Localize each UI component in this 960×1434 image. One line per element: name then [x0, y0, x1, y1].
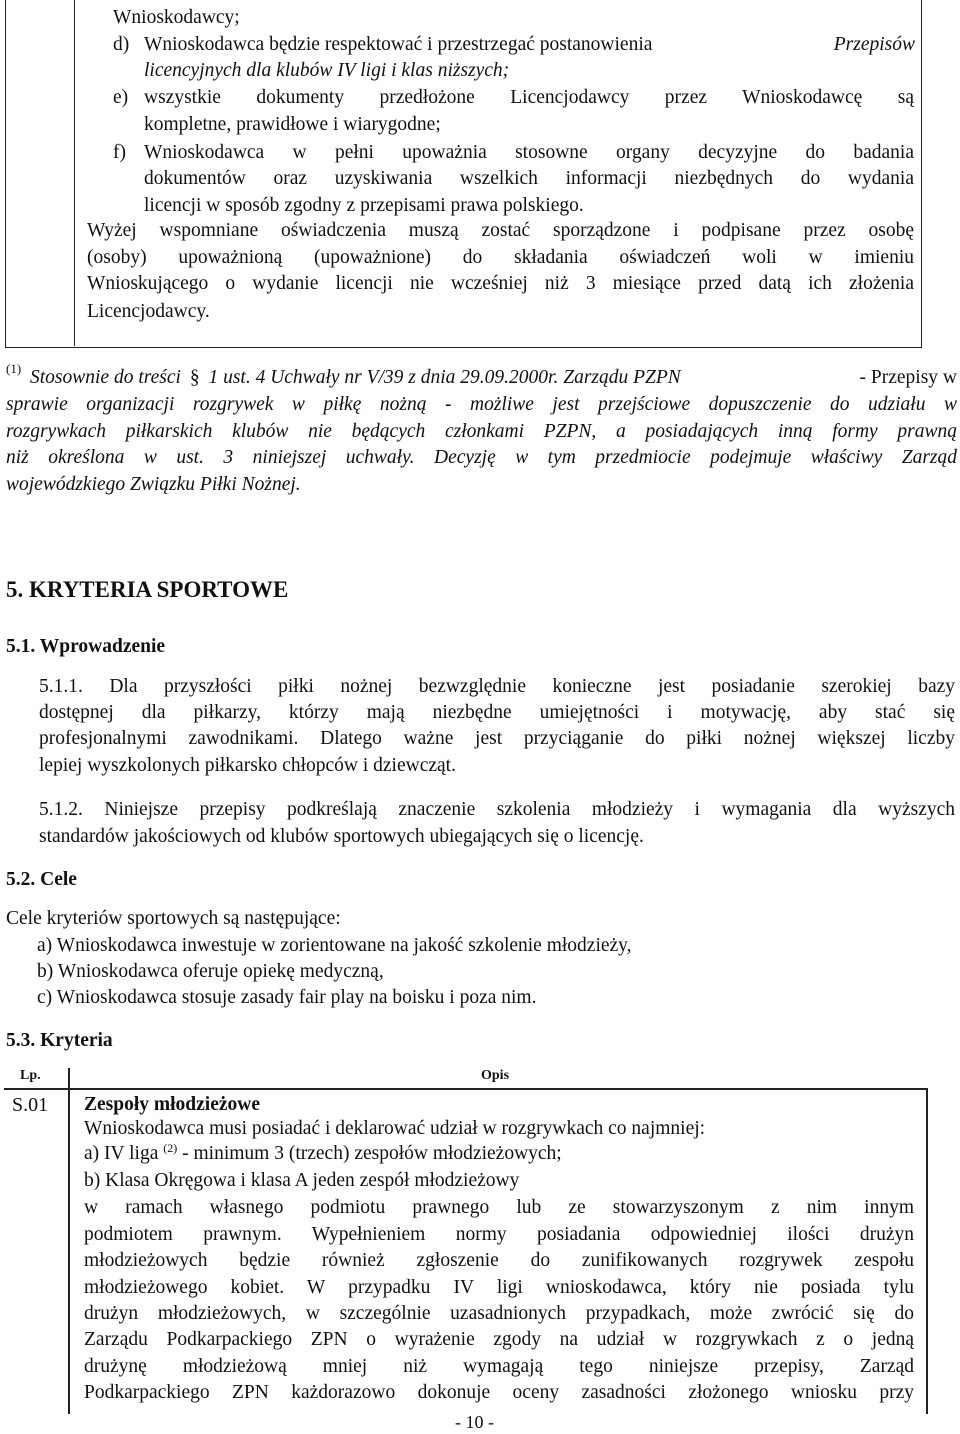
- item-d-text: Wnioskodawca będzie respektować i przestrzegać postanowienia: [144, 34, 653, 55]
- item-f-line-2: dokumentów oraz uzyskiwania wszelkich informacji niezbędnych do wydania: [144, 168, 914, 189]
- table-row-line-2: [84, 1140, 562, 1168]
- item-e-marker: e): [113, 87, 129, 108]
- footnote-marker: (1): [6, 361, 22, 376]
- p-5-1-2-line-1: 5.1.2. Niniejsze przepisy podkreślają znaczenie szkolenia młodzieży i wymagania dla wyższych: [39, 799, 955, 820]
- footnote-line-1: [30, 364, 957, 392]
- footnote-l1-tail: - Przepisy w: [859, 367, 957, 388]
- item-d-line-2: licencyjnych dla klubów IV ligi i klas niższych;: [144, 60, 510, 81]
- item-f-line-3: licencji w sposób zgodny z przepisami prawa polskiego.: [144, 195, 584, 216]
- table-right-border: [926, 1088, 928, 1414]
- cele-item-a: a) Wnioskodawca inwestuje w zorientowane na jakość szkolenie młodzieży,: [37, 935, 632, 956]
- declaration-para-line-1: Wyżej wspomniane oświadczenia muszą zostać sporządzone i podpisane przez osobę: [87, 220, 914, 241]
- table-row-line-4: w ramach własnego podmiotu prawnego lub ze stowarzyszonym z nim innym: [84, 1197, 914, 1218]
- table-header-lp: Lp.: [20, 1068, 41, 1083]
- box-inner-divider: [74, 0, 75, 346]
- table-header-rule: [4, 1088, 928, 1090]
- table-row-line-6: młodzieżowych będzie również zgłoszenie do zunifikowanych rozgrywek zespołu: [84, 1250, 914, 1271]
- p-5-1-2-line-2: standardów jakościowych od klubów sportowych ubiegających się o licencję.: [39, 826, 644, 847]
- table-row-line-9: Zarządu Podkarpackiego ZPN o wyrażenie zgody na udział w rozgrywkach z o jedną: [84, 1329, 914, 1350]
- table-row-line-10: drużynę młodzieżową mniej niż wymagają tego niniejsze przepisy, Zarząd: [84, 1356, 914, 1377]
- footnote-l1-italic: Stosownie do treści: [30, 367, 181, 388]
- table-row-id: S.01: [12, 1094, 49, 1116]
- table-row-line-8: drużyn młodzieżowych, w szczególnie uzasadnionych przypadkach, może zwrócić się do: [84, 1303, 914, 1324]
- box-line-wnioskodawcy: Wnioskodawcy;: [113, 7, 240, 28]
- cele-item-c: c) Wnioskodawca stosuje zasady fair play na boisku i poza nim.: [37, 987, 537, 1008]
- declaration-para-line-4: Licencjodawcy.: [87, 301, 210, 322]
- declaration-para-line-2: (osoby) upoważnioną (upoważnione) do składania oświadczeń woli w imieniu: [87, 247, 914, 268]
- footnote-l1-italic-b: 1 ust. 4 Uchwały nr V/39 z dnia 29.09.2000r. Zarządu PZPN: [208, 367, 681, 388]
- footnote-line-5: wojewódzkiego Związku Piłki Nożnej.: [6, 474, 301, 495]
- table-r2-post: - minimum 3 (trzech) zespołów młodzieżowych;: [182, 1143, 562, 1164]
- declaration-para-line-3: Wnioskującego o wydanie licencji nie wcześniej niż 3 miesiące przed datą ich złożenia: [87, 273, 914, 294]
- table-column-divider: [68, 1068, 70, 1414]
- cele-intro: Cele kryteriów sportowych są następujące:: [6, 908, 341, 929]
- subsection-5-3-heading: 5.3. Kryteria: [6, 1030, 113, 1051]
- section-sign-icon: §: [189, 367, 200, 388]
- p-5-1-1-line-1: 5.1.1. Dla przyszłości piłki nożnej bezwzględnie konieczne jest posiadanie szerokiej bazy: [39, 676, 955, 697]
- table-r2-footnote-ref: (2): [163, 1141, 178, 1155]
- footnote-line-3: rozgrywkach piłkarskich klubów nie będących członkami PZPN, a posiadających inną formy prawną: [6, 421, 957, 442]
- p-5-1-1-line-3: profesjonalnymi zawodnikami. Dlatego ważne jest przyciąganie do piłki nożnej większej liczby: [39, 728, 955, 749]
- section-heading: 5. KRYTERIA SPORTOWE: [6, 577, 289, 602]
- table-row-line-3: b) Klasa Okręgowa i klasa A jeden zespół młodzieżowy: [84, 1170, 520, 1191]
- subsection-5-1-heading: 5.1. Wprowadzenie: [6, 636, 166, 657]
- item-d-line-1: [144, 31, 915, 59]
- p-5-1-1-line-4: lepiej wyszkolonych piłkarsko chłopców i dziewcząt.: [39, 755, 456, 776]
- item-e-line-2: kompletne, prawidłowe i wiarygodne;: [144, 114, 441, 135]
- item-f-marker: f): [113, 142, 126, 163]
- table-row-line-1: Wnioskodawca musi posiadać i deklarować udział w rozgrywkach co najmniej:: [84, 1118, 706, 1139]
- table-row-line-11: Podkarpackiego ZPN każdorazowo dokonuje oceny zasadności złożonego wniosku przy: [84, 1382, 914, 1403]
- cele-item-b: b) Wnioskodawca oferuje opiekę medyczną,: [37, 961, 384, 982]
- item-d-italic: Przepisów: [833, 34, 915, 55]
- item-f-line-1: Wnioskodawca w pełni upoważnia stosowne organy decyzyjne do badania: [144, 142, 914, 163]
- subsection-5-2-heading: 5.2. Cele: [6, 869, 77, 890]
- table-r2-pre: a) IV liga: [84, 1143, 159, 1164]
- item-e-line-1: wszystkie dokumenty przedłożone Licencjodawcy przez Wnioskodawcę są: [144, 87, 914, 108]
- footnote-line-2: sprawie organizacji rozgrywek w piłkę nożną - możliwe jest przejściowe dopuszczenie do udziału w: [6, 394, 957, 415]
- table-row-line-5: podmiotem prawnym. Wypełnieniem normy posiadania odpowiedniej ilości drużyn: [84, 1224, 914, 1245]
- table-row-title: Zespoły młodzieżowe: [84, 1094, 261, 1115]
- item-d-marker: d): [113, 34, 130, 55]
- table-header-opis: Opis: [481, 1068, 510, 1083]
- footnote-line-4: niż określona w ust. 3 niniejszej uchwały. Decyzję w tym przedmiocie podejmuje właściwy Zarząd: [6, 447, 957, 468]
- page-number: - 10 -: [455, 1412, 494, 1432]
- table-row-line-7: młodzieżowego kobiet. W przypadku IV ligi wnioskodawca, który nie posiada tylu: [84, 1277, 914, 1298]
- p-5-1-1-line-2: dostępnej dla piłkarzy, którzy mają niezbędne umiejętności i motywację, aby stać się: [39, 702, 955, 723]
